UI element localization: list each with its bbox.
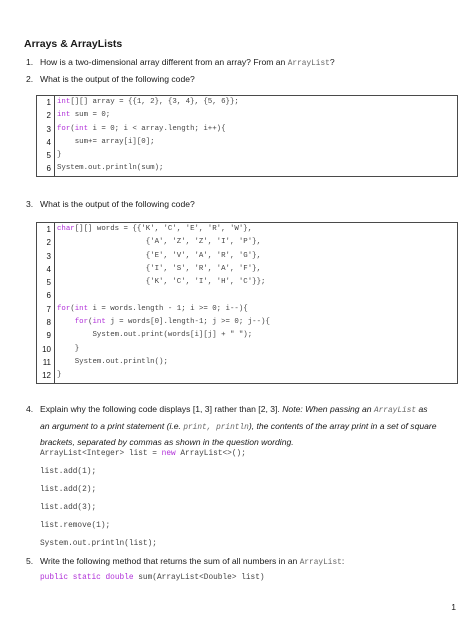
code-text: list.add(1);: [40, 468, 97, 476]
code-keyword: int: [74, 304, 89, 313]
line-number: 6: [46, 291, 51, 301]
code-line: [37, 162, 457, 175]
code-line: [37, 303, 457, 316]
note-text: an argument to a print statement (i.e.: [40, 420, 184, 431]
code-line: [37, 276, 457, 289]
line-number: 7: [46, 304, 51, 314]
code-keyword: int: [92, 318, 106, 327]
code-line: [40, 540, 157, 548]
code-content: [57, 329, 252, 342]
code-line: [37, 136, 457, 149]
code-line: [37, 329, 457, 342]
code-text: [][] words = {{'K', 'C', 'E', 'R', 'W'},: [74, 225, 253, 233]
code-text: [][] array = {{1, 2}, {3, 4}, {5, 6}};: [70, 98, 239, 106]
code-text: (: [88, 318, 93, 327]
code-line: [40, 486, 96, 494]
code-keyword: public static double: [40, 574, 134, 582]
code-text: System.out.print(words[i][j] + " ");: [57, 331, 253, 340]
code-text: {'E', 'V', 'A', 'R', 'G'},: [57, 251, 262, 260]
inline-code: ArrayList: [373, 407, 417, 415]
note-text: Note: When passing an: [282, 404, 374, 414]
question-text: How is a two-dimensional array different from an array? From an: [40, 57, 288, 67]
code-content: [57, 356, 168, 369]
line-number: 3: [46, 251, 51, 261]
code-line: [37, 289, 457, 302]
inline-code: ArrayList: [299, 559, 342, 567]
code-keyword: int: [57, 98, 71, 106]
line-number: 1: [46, 225, 51, 234]
code-text: i = 0; i < array.length; i++){: [88, 124, 226, 133]
line-number: 3: [46, 124, 51, 134]
section-title: Arrays & ArrayLists: [24, 38, 123, 50]
code-content: [57, 276, 265, 289]
code-line: [40, 450, 246, 458]
code-text: i = words.length - 1; i >= 0; i--){: [88, 304, 248, 313]
code-text: j = words[0].length-1; j >= 0; j--){: [105, 318, 270, 327]
code-content: [57, 149, 61, 162]
code-keyword: int: [74, 124, 89, 133]
code-keyword: for: [57, 124, 71, 133]
code-content: [57, 303, 248, 316]
question-2: [26, 73, 456, 86]
inline-code: ArrayList: [287, 60, 330, 68]
code-text: }: [57, 371, 62, 380]
question-5: [26, 555, 456, 570]
code-keyword: for: [57, 304, 71, 313]
code-text: ArrayList<>();: [175, 450, 246, 458]
question-3: [26, 198, 456, 211]
code-text: (: [70, 304, 75, 313]
code-content: [57, 369, 61, 382]
question-number: 2.: [26, 74, 34, 84]
code-line: [37, 369, 457, 382]
note-text: brackets, separated by commas as shown in the question wording.: [40, 437, 294, 447]
question-number: 3.: [26, 199, 34, 209]
code-content: [57, 136, 155, 149]
line-number: 2: [46, 111, 51, 121]
code-line: [37, 109, 457, 122]
method-signature: [40, 574, 265, 582]
code-line: [37, 149, 457, 162]
question-4: [26, 402, 456, 450]
code-content: [57, 223, 252, 236]
question-number: 4.: [26, 404, 34, 414]
question-text-end: :: [341, 556, 345, 566]
code-text: {'A', 'Z', 'Z', 'I', 'P'},: [57, 238, 262, 247]
code-content: [57, 263, 261, 276]
code-text: (: [70, 124, 75, 133]
code-block-q2: [36, 95, 458, 177]
code-line: [40, 522, 110, 530]
line-number: 5: [46, 278, 51, 288]
line-number: 12: [42, 371, 51, 381]
question-text: Write the following method that returns the sum of all numbers in an: [40, 556, 300, 566]
line-number: 1: [46, 98, 51, 107]
code-content: [57, 236, 261, 249]
code-line: [37, 236, 457, 249]
question-text: What is the output of the following code?: [40, 74, 195, 84]
code-text: System.out.println();: [57, 357, 168, 366]
code-text: {'I', 'S', 'R', 'A', 'F'},: [57, 264, 262, 273]
line-number: 6: [46, 164, 51, 174]
line-number: 8: [46, 318, 51, 328]
code-keyword: int: [57, 111, 71, 120]
code-content: [57, 123, 226, 136]
code-content: [57, 162, 163, 175]
code-text: sum = 0;: [70, 111, 111, 120]
code-line: [40, 468, 96, 476]
code-text: {'K', 'C', 'I', 'H', 'C'}};: [57, 278, 266, 287]
code-text: }: [57, 344, 80, 353]
line-number: 5: [46, 151, 51, 161]
line-number: 9: [46, 331, 51, 341]
code-keyword: for: [74, 318, 89, 327]
code-text: list.remove(1);: [40, 522, 111, 530]
code-line: [37, 123, 457, 136]
code-text: sum(ArrayList<Double> list): [133, 574, 265, 582]
code-keyword: new: [161, 450, 176, 458]
code-text: System.out.println(list);: [40, 540, 157, 548]
code-line: [37, 316, 457, 329]
note-text: ), the contents of the array print in a set of square: [248, 420, 437, 431]
code-block-q3: [36, 222, 458, 384]
code-content: [57, 316, 270, 329]
line-number: 4: [46, 137, 51, 147]
question-1: [26, 56, 456, 71]
code-line: [37, 356, 457, 369]
line-number: 11: [42, 357, 51, 367]
code-line: [37, 263, 457, 276]
note-text-end: as: [416, 404, 428, 414]
code-text: list.add(3);: [40, 504, 97, 512]
question-text: What is the output of the following code?: [40, 199, 195, 209]
code-line: [37, 343, 457, 356]
line-number: 4: [46, 264, 51, 274]
code-keyword: char: [57, 225, 75, 233]
line-number: 10: [42, 344, 51, 354]
code-content: [57, 109, 110, 122]
question-text: Explain why the following code displays [1, 3] rather than [2, 3].: [40, 404, 283, 414]
question-text-end: ?: [329, 57, 335, 67]
code-content: [57, 250, 261, 263]
code-line: [37, 250, 457, 263]
code-text: System.out.println(sum);: [57, 164, 164, 173]
code-text: sum+= array[i][0];: [57, 137, 155, 146]
code-content: [57, 343, 79, 356]
line-number: 2: [46, 238, 51, 248]
code-content: [57, 96, 239, 109]
code-line: [37, 223, 457, 236]
code-text: list.add(2);: [40, 486, 97, 494]
question-number: 1.: [26, 57, 34, 67]
code-line: [37, 96, 457, 109]
code-text: }: [57, 151, 62, 160]
code-text: ArrayList<Integer> list =: [40, 450, 162, 458]
code-line: [40, 504, 96, 512]
page-number: 1: [451, 602, 456, 612]
inline-code: print, println: [183, 423, 249, 432]
question-number: 5.: [26, 556, 34, 566]
code-text: [57, 318, 75, 326]
